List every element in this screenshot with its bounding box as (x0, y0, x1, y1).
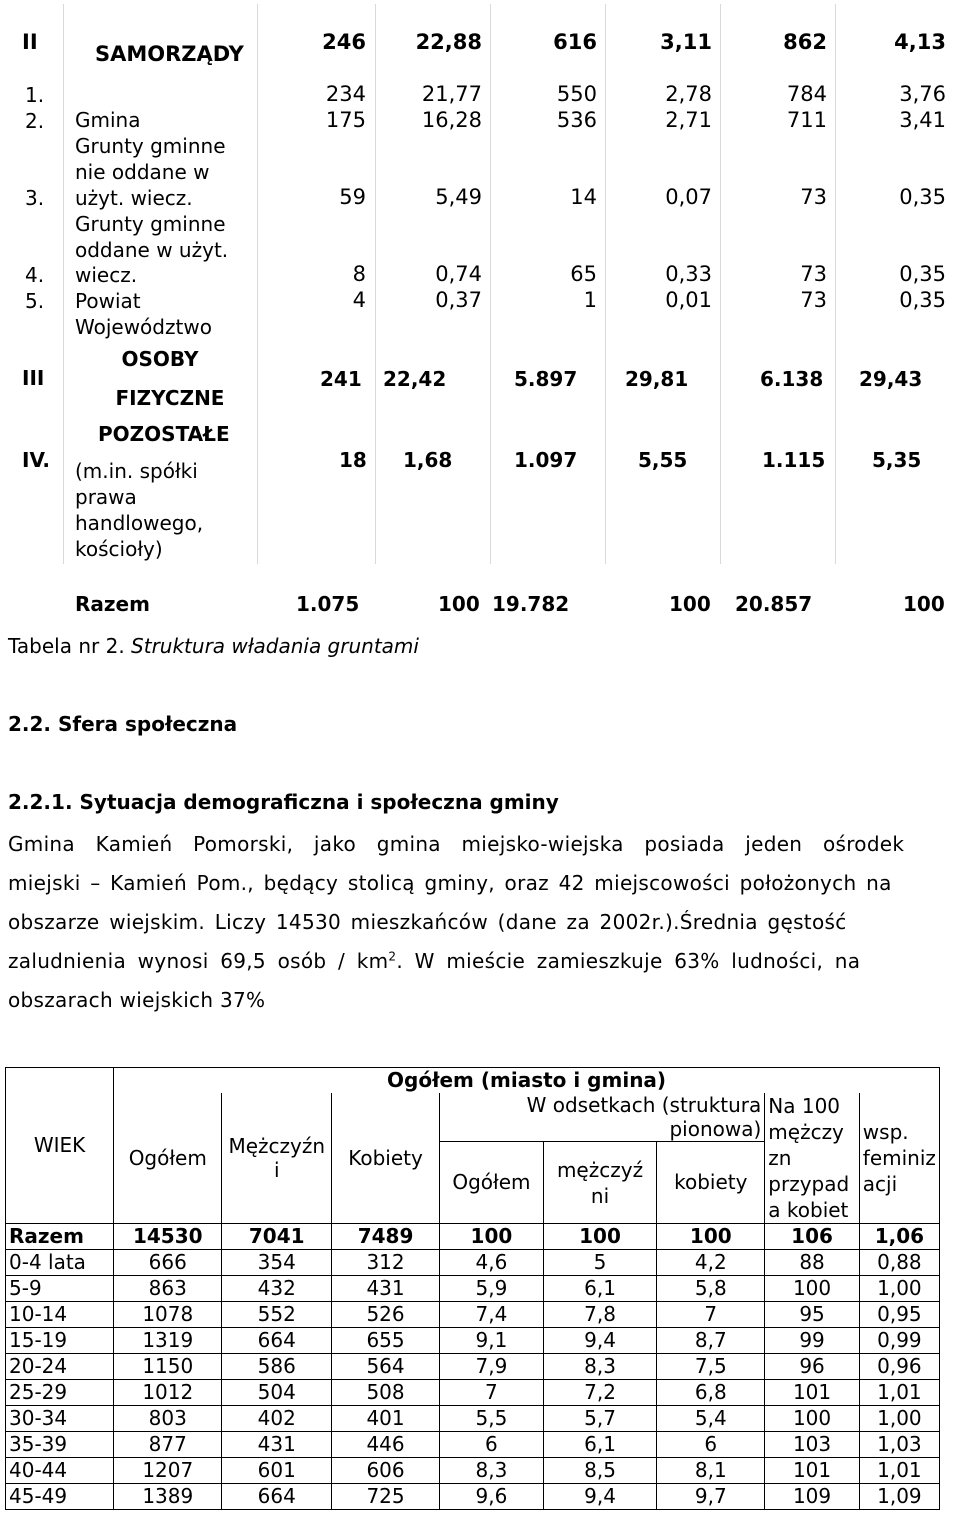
demographic-rows (6, 1224, 940, 1510)
header-ratio: Na 100 mężczy zn przypad a kobiet (765, 1093, 860, 1224)
row-label: wiecz. (75, 263, 138, 287)
cell: 5,4 (657, 1406, 765, 1432)
header-mezczyzni: Mężczyźn i (222, 1093, 332, 1224)
cell: 6,8 (657, 1380, 765, 1406)
row-label: nie oddane w (75, 160, 210, 184)
cell: 606 (332, 1458, 440, 1484)
cell: 1389 (114, 1484, 222, 1510)
cell: 0,07 (665, 185, 712, 209)
cell: 655 (332, 1328, 440, 1354)
cell: 5,8 (657, 1276, 765, 1302)
row-label: 10-14 (6, 1302, 114, 1328)
row-label: Powiat (75, 289, 141, 313)
cell: 862 (783, 30, 827, 54)
cell: 0,95 (859, 1302, 939, 1328)
caption-title: Struktura władania gruntami (131, 634, 419, 658)
cell: 7,4 (440, 1302, 544, 1328)
cell: 18 (339, 448, 367, 472)
row-label: 20-24 (6, 1354, 114, 1380)
cell: 29,81 (625, 367, 689, 391)
cell: 7,2 (543, 1380, 657, 1406)
row-label: OSOBY (121, 347, 199, 371)
cell: 5,9 (440, 1276, 544, 1302)
paragraph-line: obszarze wiejskim. Liczy 14530 mieszkańców (dane za 2002r.).Średnia gęstość (8, 910, 847, 934)
cell: 14530 (114, 1224, 222, 1250)
row-label: Grunty gminne (75, 212, 226, 236)
row-label: 15-19 (6, 1328, 114, 1354)
cell: 7,8 (543, 1302, 657, 1328)
cell: 5,55 (638, 448, 688, 472)
row-label: 30-34 (6, 1406, 114, 1432)
cell: 101 (765, 1458, 860, 1484)
header-wiek: WIEK (6, 1068, 114, 1224)
cell: 88 (765, 1250, 860, 1276)
cell: 1,03 (859, 1432, 939, 1458)
cell: 508 (332, 1380, 440, 1406)
cell: 7 (440, 1380, 544, 1406)
row-id: 4. (25, 263, 45, 287)
cell: 100 (438, 592, 480, 616)
cell: 5,49 (435, 185, 482, 209)
row-label: (m.in. spółki (75, 459, 198, 483)
table-row (6, 1432, 940, 1458)
grid-line (375, 4, 376, 564)
cell: 5,35 (872, 448, 922, 472)
header-fem: wsp. feminiz acji (859, 1093, 939, 1224)
row-label: Grunty gminne (75, 134, 226, 158)
cell: 5,7 (543, 1406, 657, 1432)
cell: 5.897 (514, 367, 578, 391)
cell: 103 (765, 1432, 860, 1458)
row-id: IV. (22, 448, 50, 472)
row-id: 3. (25, 186, 45, 210)
row-id: II (22, 30, 38, 54)
subsection-heading: 2.2.1. Sytuacja demograficzna i społeczna gminy (8, 790, 559, 814)
cell: 22,88 (415, 30, 482, 54)
cell: 65 (570, 262, 597, 286)
row-label: prawa (75, 485, 137, 509)
cell: 432 (222, 1276, 332, 1302)
cell: 0,74 (435, 262, 482, 286)
cell: 3,76 (899, 82, 946, 106)
table-row (6, 1354, 940, 1380)
caption-prefix: Tabela nr 2. (8, 634, 132, 658)
cell: 564 (332, 1354, 440, 1380)
cell: 1319 (114, 1328, 222, 1354)
row-label: kościoły) (75, 537, 163, 561)
cell: 29,43 (859, 367, 923, 391)
cell: 7,5 (657, 1354, 765, 1380)
cell: 1,68 (403, 448, 453, 472)
cell: 863 (114, 1276, 222, 1302)
grid-line (835, 4, 836, 564)
cell: 101 (765, 1380, 860, 1406)
header-pct-mezczyzni: mężczyź ni (543, 1142, 657, 1224)
grid-line (63, 4, 64, 564)
cell: 784 (786, 82, 827, 106)
cell: 0,99 (859, 1328, 939, 1354)
cell: 73 (800, 262, 827, 286)
row-id: 2. (25, 109, 45, 133)
paragraph-line (8, 949, 920, 973)
cell: 7489 (332, 1224, 440, 1250)
section-heading: 2.2. Sfera społeczna (8, 712, 238, 736)
total-label: Razem (75, 592, 150, 616)
cell: 19.782 (492, 592, 570, 616)
cell: 1.075 (296, 592, 360, 616)
row-label: 35-39 (6, 1432, 114, 1458)
paragraph-line-end: . W mieście zamieszkuje 63% ludności, na (396, 949, 861, 973)
table-row (6, 1380, 940, 1406)
cell: 8,3 (440, 1458, 544, 1484)
cell: 0,01 (665, 288, 712, 312)
grid-line (720, 4, 721, 564)
cell: 7041 (222, 1224, 332, 1250)
grid-line (490, 4, 491, 564)
row-label: SAMORZĄDY (95, 42, 244, 66)
cell: 1012 (114, 1380, 222, 1406)
cell: 109 (765, 1484, 860, 1510)
cell: 241 (320, 367, 362, 391)
table-caption (8, 634, 419, 658)
cell: 16,28 (421, 108, 482, 132)
cell: 877 (114, 1432, 222, 1458)
cell: 100 (440, 1224, 544, 1250)
cell: 586 (222, 1354, 332, 1380)
cell: 7,9 (440, 1354, 544, 1380)
cell: 431 (222, 1432, 332, 1458)
cell: 100 (543, 1224, 657, 1250)
cell: 99 (765, 1328, 860, 1354)
cell: 0,35 (899, 262, 946, 286)
cell: 14 (570, 185, 597, 209)
paragraph-line: miejski – Kamień Pom., będący stolicą gminy, oraz 42 miejscowości położonych na (8, 871, 892, 895)
cell: 59 (339, 185, 366, 209)
cell: 1078 (114, 1302, 222, 1328)
cell: 1,00 (859, 1406, 939, 1432)
grid-line (605, 4, 606, 564)
cell: 8,7 (657, 1328, 765, 1354)
table-row (6, 1250, 940, 1276)
cell: 1,09 (859, 1484, 939, 1510)
cell: 312 (332, 1250, 440, 1276)
cell: 0,88 (859, 1250, 939, 1276)
cell: 106 (765, 1224, 860, 1250)
cell: 1,00 (859, 1276, 939, 1302)
row-label: 0-4 lata (6, 1250, 114, 1276)
cell: 6.138 (760, 367, 824, 391)
cell: 666 (114, 1250, 222, 1276)
header-ogolem: Ogółem (114, 1093, 222, 1224)
cell: 9,4 (543, 1328, 657, 1354)
cell: 246 (322, 30, 366, 54)
cell: 100 (765, 1276, 860, 1302)
grid-line (257, 4, 258, 564)
cell: 446 (332, 1432, 440, 1458)
header-pct: W odsetkach (struktura pionowa) (440, 1093, 765, 1142)
cell: 175 (325, 108, 366, 132)
cell: 1 (583, 288, 597, 312)
cell: 664 (222, 1328, 332, 1354)
row-id: III (22, 366, 45, 390)
row-label: handlowego, (75, 511, 204, 535)
table-row (6, 1302, 940, 1328)
cell: 22,42 (383, 367, 447, 391)
cell: 6,1 (543, 1432, 657, 1458)
cell: 1.115 (762, 448, 826, 472)
cell: 4,6 (440, 1250, 544, 1276)
cell: 431 (332, 1276, 440, 1302)
cell: 100 (903, 592, 945, 616)
cell: 6 (657, 1432, 765, 1458)
cell: 9,4 (543, 1484, 657, 1510)
paragraph-line-start: zaludnienia wynosi 69,5 osób / km (8, 949, 389, 973)
cell: 354 (222, 1250, 332, 1276)
row-label: 5-9 (6, 1276, 114, 1302)
cell: 21,77 (421, 82, 482, 106)
header-pct-kobiety: kobiety (657, 1142, 765, 1224)
cell: 1207 (114, 1458, 222, 1484)
cell: 8,3 (543, 1354, 657, 1380)
cell: 20.857 (735, 592, 813, 616)
row-label: oddane w użyt. (75, 238, 229, 262)
cell: 803 (114, 1406, 222, 1432)
cell: 0,96 (859, 1354, 939, 1380)
row-label: 25-29 (6, 1380, 114, 1406)
cell: 664 (222, 1484, 332, 1510)
row-label: Razem (6, 1224, 114, 1250)
cell: 234 (325, 82, 366, 106)
header-group: Ogółem (miasto i gmina) (114, 1068, 940, 1094)
cell: 6 (440, 1432, 544, 1458)
cell: 95 (765, 1302, 860, 1328)
cell: 0,37 (435, 288, 482, 312)
cell: 616 (553, 30, 597, 54)
row-label: 40-44 (6, 1458, 114, 1484)
cell: 100 (765, 1406, 860, 1432)
cell: 8,1 (657, 1458, 765, 1484)
cell: 100 (669, 592, 711, 616)
cell: 73 (800, 288, 827, 312)
cell: 401 (332, 1406, 440, 1432)
cell: 9,1 (440, 1328, 544, 1354)
cell: 1.097 (514, 448, 578, 472)
cell: 5,5 (440, 1406, 544, 1432)
table-row (6, 1276, 940, 1302)
cell: 526 (332, 1302, 440, 1328)
header-kobiety: Kobiety (332, 1093, 440, 1224)
cell: 1150 (114, 1354, 222, 1380)
row-label: FIZYCZNE (115, 386, 225, 410)
cell: 9,6 (440, 1484, 544, 1510)
table-row (6, 1224, 940, 1250)
cell: 73 (800, 185, 827, 209)
superscript: 2 (388, 949, 397, 964)
row-id: 5. (25, 289, 45, 313)
cell: 96 (765, 1354, 860, 1380)
paragraph-line: obszarach wiejskich 37% (8, 988, 266, 1012)
cell: 3,11 (660, 30, 712, 54)
table-row (6, 1328, 940, 1354)
row-label: Gmina (75, 108, 141, 132)
table-row (6, 1406, 940, 1432)
cell: 2,78 (665, 82, 712, 106)
cell: 504 (222, 1380, 332, 1406)
cell: 100 (657, 1224, 765, 1250)
cell: 6,1 (543, 1276, 657, 1302)
cell: 601 (222, 1458, 332, 1484)
cell: 725 (332, 1484, 440, 1510)
cell: 1,01 (859, 1458, 939, 1484)
row-label: 45-49 (6, 1484, 114, 1510)
demographic-table (5, 1067, 940, 1510)
cell: 7 (657, 1302, 765, 1328)
cell: 1,01 (859, 1380, 939, 1406)
row-label: użyt. wiecz. (75, 186, 193, 210)
table-row (6, 1458, 940, 1484)
table-row (6, 1484, 940, 1510)
cell: 0,35 (899, 288, 946, 312)
cell: 4,13 (894, 30, 946, 54)
cell: 711 (786, 108, 827, 132)
cell: 2,71 (665, 108, 712, 132)
cell: 9,7 (657, 1484, 765, 1510)
cell: 536 (556, 108, 597, 132)
cell: 550 (556, 82, 597, 106)
header-pct-ogolem: Ogółem (440, 1142, 544, 1224)
cell: 0,35 (899, 185, 946, 209)
cell: 402 (222, 1406, 332, 1432)
cell: 552 (222, 1302, 332, 1328)
cell: 4 (352, 288, 366, 312)
cell: 1,06 (859, 1224, 939, 1250)
cell: 8,5 (543, 1458, 657, 1484)
row-label: POZOSTAŁE (98, 422, 230, 446)
paragraph-line: Gmina Kamień Pomorski, jako gmina miejsko-wiejska posiada jeden ośrodek (8, 832, 905, 856)
cell: 5 (543, 1250, 657, 1276)
cell: 8 (352, 262, 366, 286)
row-label: Województwo (75, 315, 212, 339)
row-id: 1. (25, 83, 45, 107)
cell: 3,41 (899, 108, 946, 132)
cell: 0,33 (665, 262, 712, 286)
cell: 4,2 (657, 1250, 765, 1276)
